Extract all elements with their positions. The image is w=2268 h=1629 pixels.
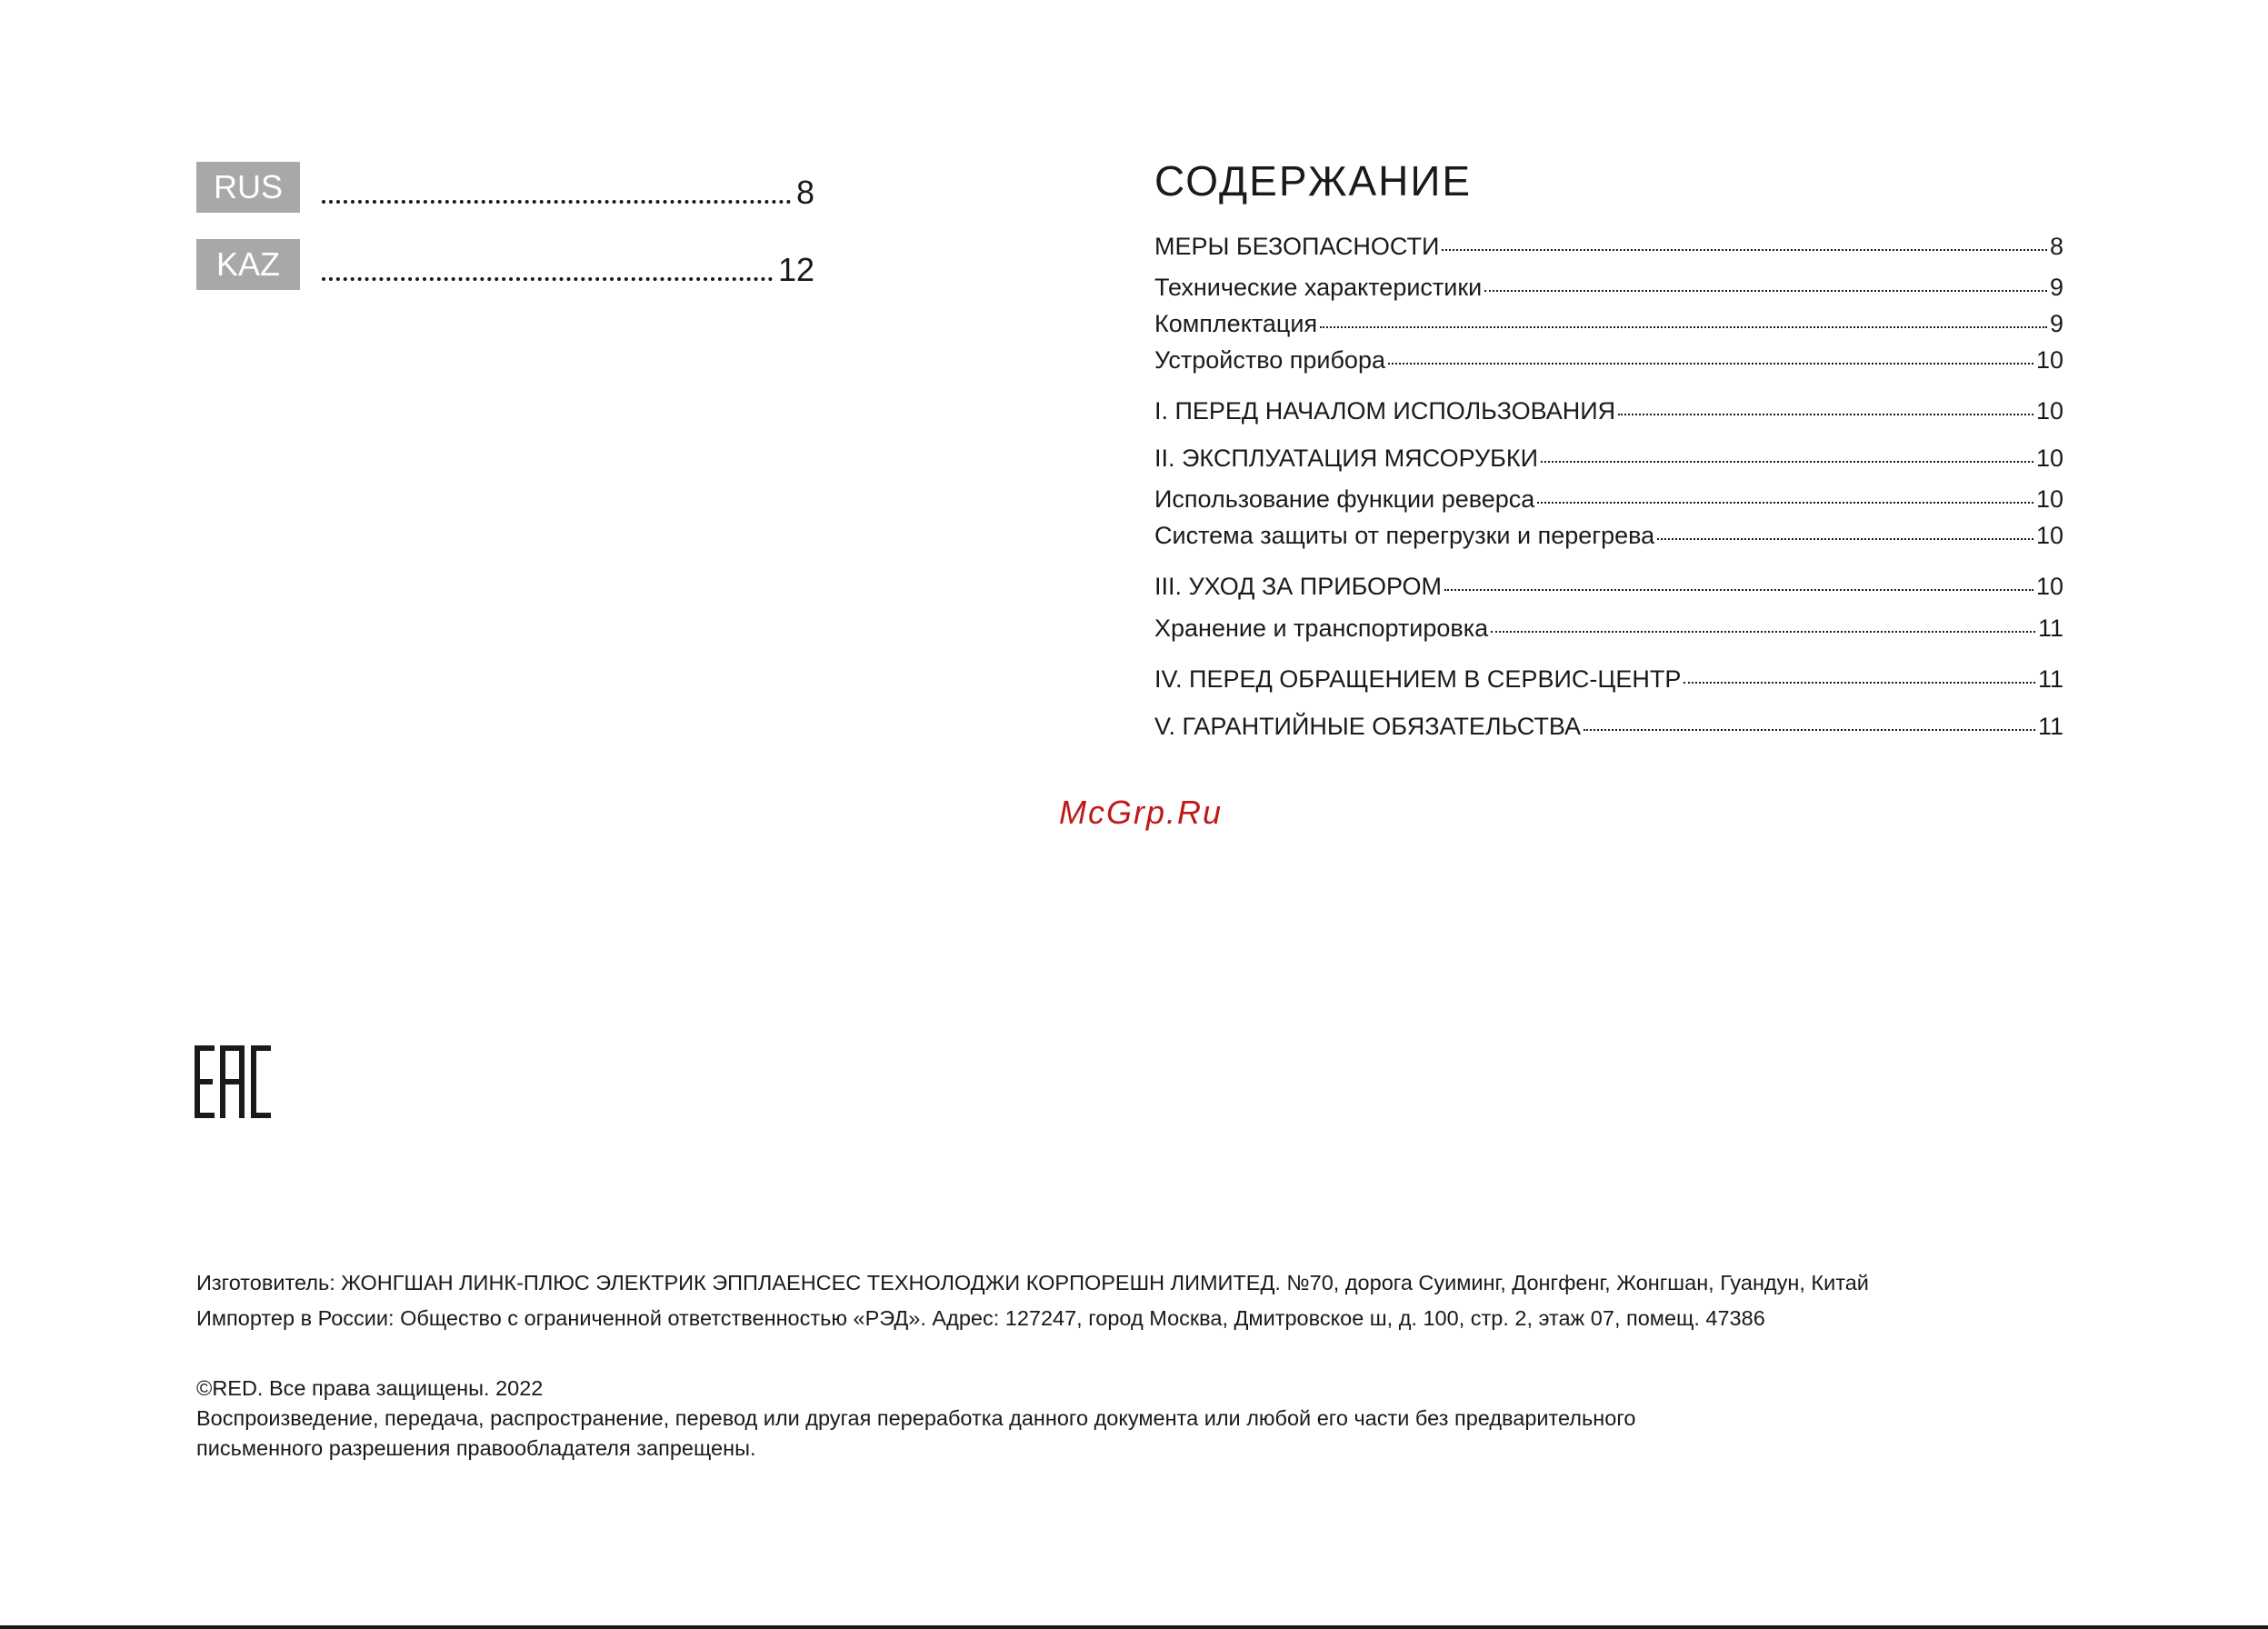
dot-leader xyxy=(1657,538,2033,540)
toc-page: 10 xyxy=(2035,445,2063,472)
lang-row-rus[interactable] xyxy=(196,162,814,213)
toc-entry[interactable] xyxy=(1154,711,2063,742)
toc-entry[interactable] xyxy=(1154,613,2063,644)
toc-label: II. ЭКСПЛУАТАЦИЯ МЯСОРУБКИ xyxy=(1154,445,1539,472)
toc-title: СОДЕРЖАНИЕ xyxy=(1154,157,1473,205)
toc-page: 11 xyxy=(2037,615,2063,642)
dot-leader xyxy=(1491,631,2035,633)
dot-leader xyxy=(1444,589,2033,591)
toc-page: 10 xyxy=(2035,397,2063,425)
lang-row-kaz[interactable] xyxy=(196,239,814,290)
bottom-rule xyxy=(0,1625,2268,1629)
copyright: ©RED. Все права защищены. 2022 xyxy=(196,1376,544,1400)
lang-page-kaz: 12 xyxy=(777,251,814,288)
rights-notice-line-1: Воспроизведение, передача, распространение, перевод или другая переработка данного документа или любой его части без предварительного xyxy=(196,1406,1636,1430)
dot-leader xyxy=(1584,729,2035,731)
toc-page: 10 xyxy=(2035,346,2063,374)
toc-page: 9 xyxy=(2049,274,2063,301)
dot-leader xyxy=(1320,326,2047,328)
lang-badge-rus: RUS xyxy=(196,162,300,213)
toc-entry[interactable] xyxy=(1154,308,2063,339)
dot-leader xyxy=(1537,502,2033,504)
dot-leader xyxy=(1684,682,2035,684)
toc-page: 10 xyxy=(2035,522,2063,549)
toc-label: МЕРЫ БЕЗОПАСНОСТИ xyxy=(1154,233,1440,260)
lang-badge-kaz: KAZ xyxy=(196,239,300,290)
toc-label: Система защиты от перегрузки и перегрева xyxy=(1154,522,1655,549)
lang-page-rus: 8 xyxy=(795,174,814,211)
toc-page: 11 xyxy=(2037,713,2063,740)
eac-mark-icon xyxy=(195,1045,271,1118)
dot-leader xyxy=(322,277,773,281)
toc-label: V. ГАРАНТИЙНЫЕ ОБЯЗАТЕЛЬСТВА xyxy=(1154,713,1581,740)
toc-page: 9 xyxy=(2049,310,2063,337)
toc-entry[interactable] xyxy=(1154,571,2063,602)
toc-entry[interactable] xyxy=(1154,443,2063,474)
dot-leader xyxy=(322,200,791,204)
importer-info: Импортер в России: Общество с ограниченной ответственностью «РЭД». Адрес: 127247, город Москва, Дмитровское ш, д. 100, стр. 2, этаж 07, помещ. 47386 xyxy=(196,1306,1765,1330)
toc-label: IV. ПЕРЕД ОБРАЩЕНИЕМ В СЕРВИС-ЦЕНТР xyxy=(1154,665,1682,693)
toc-label: Использование функции реверса xyxy=(1154,485,1535,513)
toc-label: III. УХОД ЗА ПРИБОРОМ xyxy=(1154,573,1442,600)
dot-leader xyxy=(1484,290,2047,292)
toc-label: Хранение и транспортировка xyxy=(1154,615,1489,642)
toc-entry[interactable] xyxy=(1154,272,2063,303)
toc-entry[interactable] xyxy=(1154,484,2063,515)
dot-leader xyxy=(1541,461,2033,463)
watermark: McGrp.Ru xyxy=(1058,794,1224,831)
toc-page: 10 xyxy=(2035,573,2063,600)
rights-notice-line-2: письменного разрешения правообладателя запрещены. xyxy=(196,1436,756,1460)
dot-leader xyxy=(1388,363,2033,365)
toc-page: 11 xyxy=(2037,665,2063,693)
toc-page: 10 xyxy=(2035,485,2063,513)
toc-entry[interactable] xyxy=(1154,345,2063,375)
toc-entry[interactable] xyxy=(1154,231,2063,262)
toc-entry[interactable] xyxy=(1154,520,2063,551)
toc-label: Устройство прибора xyxy=(1154,346,1385,374)
toc-entry[interactable] xyxy=(1154,395,2063,426)
toc-page: 8 xyxy=(2049,233,2063,260)
toc-label: Комплектация xyxy=(1154,310,1318,337)
toc-label: I. ПЕРЕД НАЧАЛОМ ИСПОЛЬЗОВАНИЯ xyxy=(1154,397,1616,425)
manufacturer-info: Изготовитель: ЖОНГШАН ЛИНК-ПЛЮС ЭЛЕКТРИК ЭППЛАЕНСЕС ТЕХНОЛОДЖИ КОРПОРЕШН ЛИМИТЕД. №70, дорога Суиминг, Донгфенг, Жонгшан, Гуандун, Китай xyxy=(196,1271,1869,1294)
dot-leader xyxy=(1442,249,2047,251)
toc-entry[interactable] xyxy=(1154,664,2063,695)
toc-label: Технические характеристики xyxy=(1154,274,1483,301)
dot-leader xyxy=(1618,414,2033,415)
